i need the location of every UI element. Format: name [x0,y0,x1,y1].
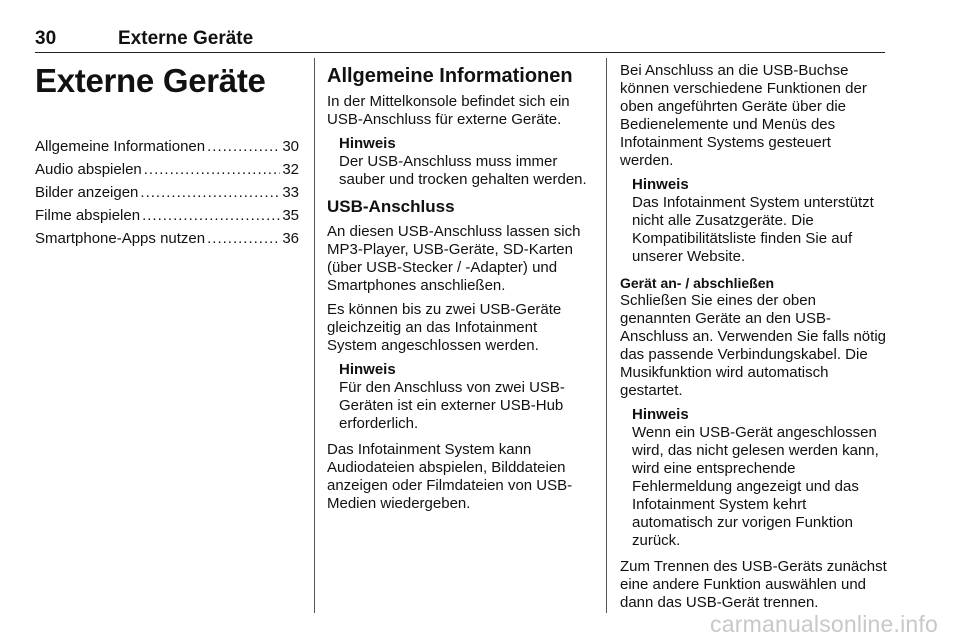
column-divider-1 [314,58,315,613]
toc-label: Bilder anzeigen [35,184,139,201]
table-of-contents [35,138,299,253]
header-title: Externe Geräte [118,28,254,49]
column-general-info [327,62,589,519]
note-box [620,406,888,550]
toc-item[interactable] [35,230,299,253]
note-text: Das Infotainment System unterstützt nicht alle Zusatzgeräte. Die Kompatibilitätsliste finden Sie auf unserer Website. [632,194,874,265]
note-box [620,176,888,266]
note-box [327,361,589,433]
note-text: Der USB-Anschluss muss immer sauber und trocken gehalten werden. [339,153,587,188]
toc-item[interactable] [35,184,299,207]
toc-page: 35 [282,207,299,224]
toc-item[interactable] [35,138,299,161]
section-heading: Allgemeine Informationen [327,65,573,87]
toc-leader [207,138,280,156]
paragraph: Zum Trennen des USB-Geräts zunächst eine andere Funktion auswählen und dann das USB-Gerät trennen. [620,558,887,611]
paragraph: Bei Anschluss an die USB-Buchse können verschiedene Funktionen der oben angeführten Geräte über die Bedienelemente und Menüs des Infotainment Systems gesteuert werden. [620,62,867,169]
page-header [35,26,885,53]
subsection-heading: USB-Anschluss [327,197,455,216]
paragraph: Das Infotainment System kann Audiodateien abspielen, Bilddateien anzeigen oder Filmdateien von USB-Medien wiedergeben. [327,441,573,512]
note-title: Hinweis [339,361,396,378]
note-title: Hinweis [632,406,689,423]
toc-label: Smartphone-Apps nutzen [35,230,206,247]
toc-page: 32 [282,161,299,178]
watermark: carmanualsonline.info [710,611,938,637]
toc-page: 33 [282,184,299,201]
toc-label: Audio abspielen [35,161,142,178]
toc-page: 36 [282,230,299,247]
toc-leader [140,184,280,202]
toc-page: 30 [282,138,299,155]
paragraph: Es können bis zu zwei USB-Geräte gleichzeitig an das Infotainment System angeschlossen werden. [327,301,562,354]
note-text: Wenn ein USB-Gerät angeschlossen wird, das nicht gelesen werden kann, wird eine entsprechende Fehlermeldung angezeigt und das Infotainment System kehrt automatisch zur vorigen Funktion zurück. [632,424,879,549]
page-number: 30 [35,28,57,49]
note-title: Hinweis [632,176,689,193]
toc-label: Allgemeine Informationen [35,138,206,155]
toc-label: Filme abspielen [35,207,141,224]
toc-leader [207,230,280,248]
paragraph: An diesen USB-Anschluss lassen sich MP3-Player, USB-Geräte, SD-Karten (über USB-Stecker / -Adapter) und Smartphones anschließen. [327,223,581,294]
note-box [327,135,589,189]
toc-item[interactable] [35,207,299,230]
toc-leader [142,207,280,225]
note-text: Für den Anschluss von zwei USB-Geräten ist ein externer USB-Hub erforderlich. [339,379,565,432]
column-toc [35,62,299,253]
note-title: Hinweis [339,135,396,152]
paragraph: In der Mittelkonsole befindet sich ein USB-Anschluss für externe Geräte. [327,93,570,128]
chapter-title: Externe Geräte [35,62,266,99]
column-connection [620,62,888,618]
toc-leader [144,161,281,179]
subsection-heading: Gerät an- / abschließen [620,275,775,291]
toc-item[interactable] [35,161,299,184]
paragraph: Schließen Sie eines der oben genannten Geräte an den USB-Anschluss an. Verwenden Sie falls nötig das passende Verbindungskabel. Die Musikfunktion wird automatisch gestartet. [620,292,886,399]
column-divider-2 [606,58,607,613]
